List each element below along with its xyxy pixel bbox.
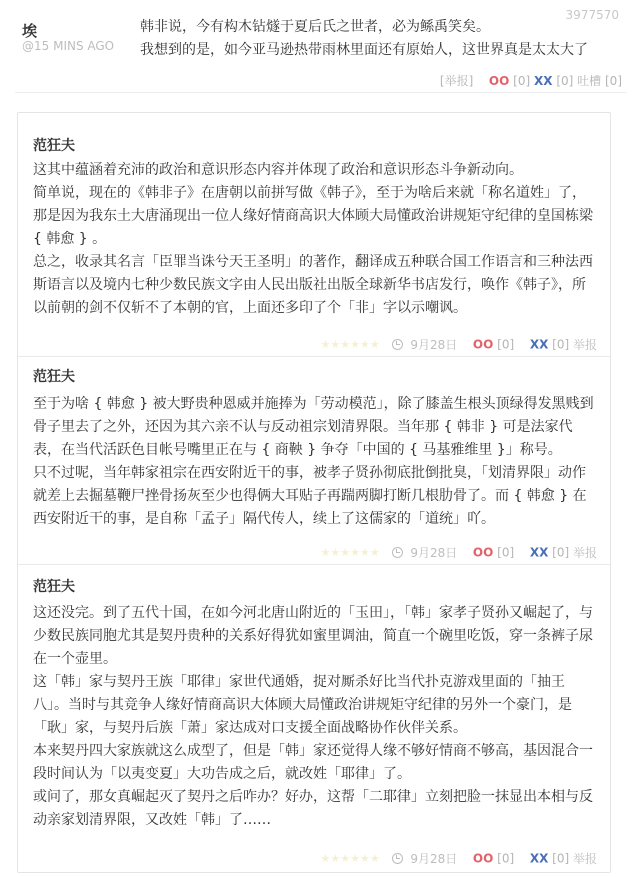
oo-button[interactable]: OO — [472, 851, 494, 866]
xx-button[interactable]: XX — [529, 337, 549, 352]
tucao-button[interactable]: 吐槽 — [577, 74, 602, 88]
comment-paragraph: 本来契丹四大家族就这么成型了，但是「韩」家还觉得人缘不够好情商不够高，基因混合一段时间认为「以夷变夏」大功告成之后，就改姓「耶律」了。 — [33, 743, 593, 782]
xx-count: [0] — [552, 851, 570, 866]
oo-count: [0] — [497, 337, 515, 352]
report-link[interactable]: 举报 — [572, 852, 597, 866]
report-link[interactable]: 举报 — [572, 338, 597, 352]
xx-count: [0] — [556, 74, 574, 88]
comment-meta — [321, 544, 597, 561]
tucao-count: [0] — [605, 74, 622, 88]
rating-stars-icon: ★★★★★★ — [320, 852, 380, 865]
comment-author[interactable]: 范狂夫 — [33, 369, 75, 385]
comment-body — [33, 159, 598, 320]
comment-list — [17, 112, 611, 873]
xx-count: [0] — [552, 545, 570, 560]
comment — [18, 357, 610, 565]
rating-stars-icon: ★★★★★★ — [320, 546, 380, 559]
comment-paragraph: 这「韩」家与契丹王族「耶律」家世代通婚，捉对厮杀好比当代扑克游戏里面的「抽王八」。当时与其竞争人缘好情商高识大体顾大局懂政治讲规矩守纪律的另外一个豪门，是「耿」家，与契丹后族「萧」家达成对口支援全面战略协作伙伴关系。 — [33, 674, 572, 736]
comment-date: 9月28日 — [410, 852, 458, 866]
xx-button[interactable]: XX — [529, 545, 549, 560]
comment-meta — [321, 850, 597, 867]
clock-icon — [392, 339, 403, 350]
post-author[interactable]: 埃 — [22, 22, 38, 40]
comment-meta — [321, 336, 597, 353]
post-line: 我想到的是，如今亚马逊热带雨林里面还有原始人，这世界真是太太大了 — [140, 42, 588, 58]
xx-button[interactable]: XX — [529, 851, 549, 866]
comment-paragraph: 简单说，现在的《韩非子》在唐朝以前拼写做《韩子》，至于为啥后来就「称名道姓」了，那是因为我东土大唐涌现出一位人缘好情商高识大体顾大局懂政治讲规矩守纪律的皇国栋梁 { 韩愈 } 。 — [33, 185, 593, 247]
report-link[interactable]: 举报 — [572, 546, 597, 560]
xx-count: [0] — [552, 337, 570, 352]
post-line: 韩非说，今有构木钻燧于夏后氏之世者，必为鲧禹笑矣。 — [140, 19, 490, 35]
post-id[interactable]: 3977570 — [565, 8, 619, 22]
clock-icon — [392, 853, 403, 864]
divider — [15, 92, 626, 93]
post-body — [140, 16, 620, 62]
post-time: @15 MINS AGO — [22, 39, 115, 53]
post-actions — [440, 72, 622, 89]
comment — [18, 565, 610, 873]
oo-button[interactable]: OO — [472, 337, 494, 352]
oo-count: [0] — [513, 74, 531, 88]
rating-stars-icon: ★★★★★★ — [320, 338, 380, 351]
comment-paragraph: 这其中蕴涵着充沛的政治和意识形态内容并体现了政治和意识形态斗争新动向。 — [33, 162, 523, 178]
comment-paragraph: 至于为啥 { 韩愈 } 被大野贵种恩威并施捧为「劳动模范」，除了膝盖生根头顶绿得发黑贱到骨子里去了之外，还因为其六亲不认与反动祖宗划清界限。当年那 { 韩非 } 可是法家代表，在当代活跃色目帐号嘴里正在与 { 商鞅 } 争夺「中国的 { 马基雅维里 }」称号。 — [33, 396, 594, 458]
oo-count: [0] — [497, 545, 515, 560]
comment-author[interactable]: 范狂夫 — [33, 138, 75, 154]
comment-paragraph: 总之，收录其名言「臣罪当诛兮天王圣明」的著作，翻译成五种联合国工作语言和三种法西斯语言以及境内七种少数民族文字由人民出版社出版全球新华书店发行，唤作《韩子》，所以前朝的剑不仅斩不了本朝的官，上面还多印了个「非」字以示嘲讽。 — [33, 254, 593, 316]
report-link[interactable]: [举报] — [439, 74, 474, 88]
oo-button[interactable]: OO — [472, 545, 494, 560]
clock-icon — [392, 547, 403, 558]
comment-body — [33, 602, 598, 832]
post — [0, 0, 641, 92]
comment-date: 9月28日 — [410, 546, 458, 560]
comment-paragraph: 只不过呢，当年韩家祖宗在西安附近干的事，被孝子贤孙彻底批倒批臭，「划清界限」动作就差上去掘墓鞭尸挫骨扬灰至少也得俩大耳贴子再踹两脚打断几根肋骨了。而 { 韩愈 } 在西安附近干的事，是自称「孟子」隔代传人，续上了这儒家的「道统」吖。 — [33, 465, 587, 527]
comment-author[interactable]: 范狂夫 — [33, 579, 75, 595]
oo-button[interactable]: OO — [488, 74, 510, 88]
oo-count: [0] — [497, 851, 515, 866]
comment — [18, 113, 610, 357]
comment-paragraph: 这还没完。到了五代十国，在如今河北唐山附近的「玉田」，「韩」家孝子贤孙又崛起了，与少数民族同胞尤其是契丹贵种的关系好得犹如蜜里调油，简直一个碗里吃饭，穿一条裤子尿在一个壶里。 — [33, 605, 593, 667]
xx-button[interactable]: XX — [533, 74, 553, 88]
comment-paragraph: 或问了，那女真崛起灭了契丹之后咋办？好办，这帮「二耶律」立刻把脸一抹显出本相与反动亲家划清界限，又改姓「韩」了…… — [33, 789, 593, 828]
comment-date: 9月28日 — [410, 338, 458, 352]
comment-body — [33, 393, 598, 531]
